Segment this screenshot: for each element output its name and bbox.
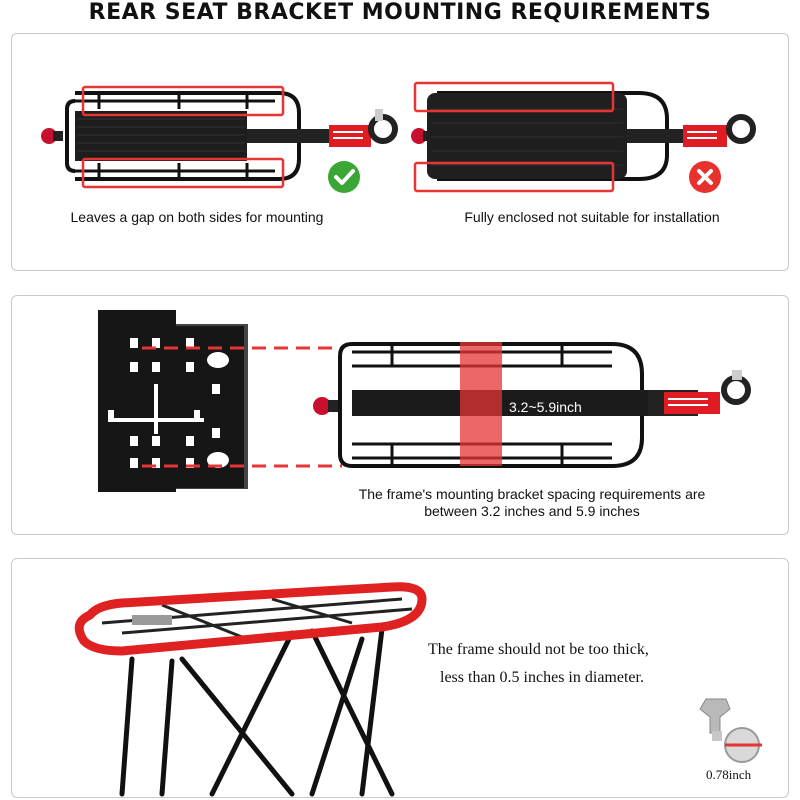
mounting-gap-panel <box>11 33 789 271</box>
thickness-caption-line1: The frame should not be too thick, <box>428 641 649 658</box>
thickness-caption-line2: less than 0.5 inches in diameter. <box>440 669 644 686</box>
clamp-diameter-label: 0.78inch <box>706 767 752 782</box>
bracket-spacing-panel <box>11 295 789 535</box>
frame-thickness-panel <box>11 558 789 798</box>
rack-frame-illustration <box>62 579 442 798</box>
cross-icon <box>688 160 722 194</box>
rack-with-gap-illustration <box>37 79 377 209</box>
spacing-measure-label: 3.2~5.9inch <box>509 399 582 415</box>
check-icon <box>327 160 361 194</box>
gap-caption: Leaves a gap on both sides for mounting <box>70 209 324 225</box>
spacing-caption-line2: between 3.2 inches and 5.9 inches <box>424 503 640 519</box>
clamp-diameter-illustration <box>690 695 780 765</box>
page-title: REAR SEAT BRACKET MOUNTING REQUIREMENTS <box>88 0 712 25</box>
spacing-caption-line1: The frame's mounting bracket spacing requirements are <box>358 486 706 502</box>
enclosed-caption: Fully enclosed not suitable for installation <box>464 209 720 225</box>
